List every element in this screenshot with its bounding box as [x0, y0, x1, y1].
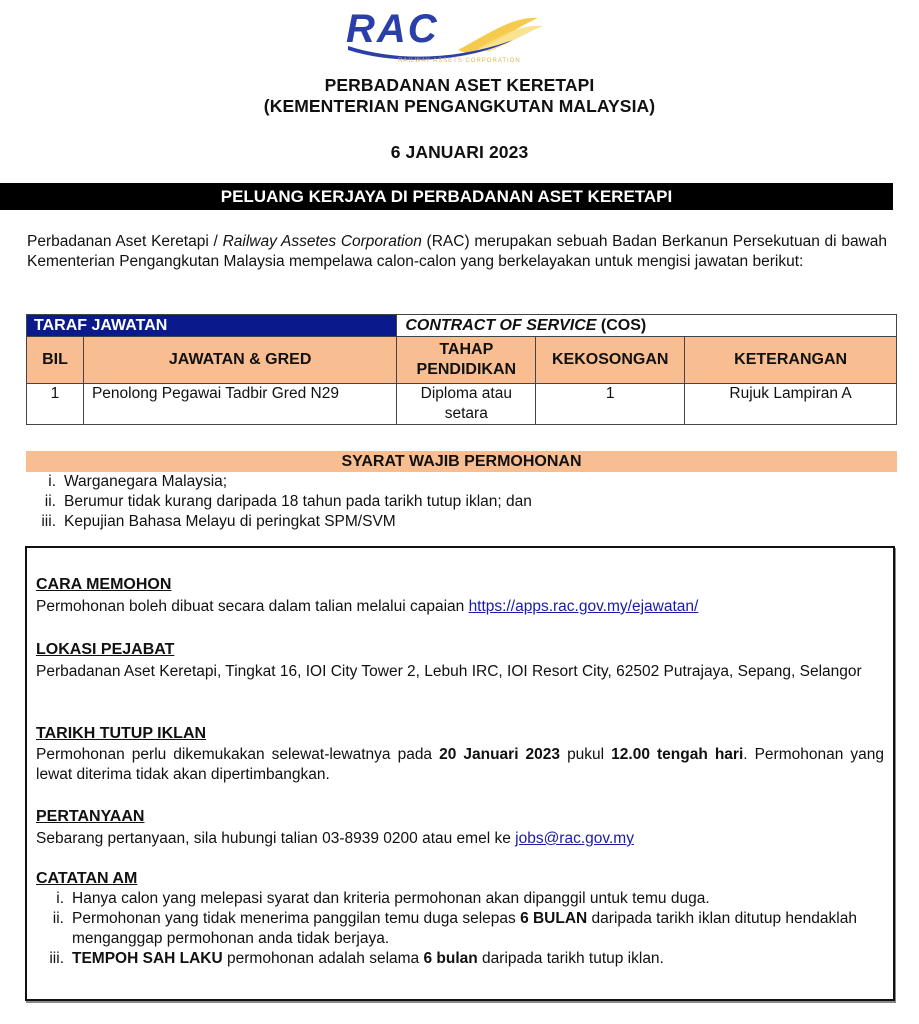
- syarat-list: [30, 472, 532, 532]
- career-banner: PELUANG KERJAYA DI PERBADANAN ASET KERETAPI: [0, 183, 893, 210]
- cara-memohon-heading: CARA MEMOHON: [36, 576, 172, 593]
- closing-time: 12.00 tengah hari: [611, 746, 744, 763]
- intro-text-1: Perbadanan Aset Keretapi /: [27, 233, 223, 250]
- list-number: i.: [48, 473, 56, 490]
- logo-swoosh-gold: [458, 18, 538, 54]
- col-header-jawatan: JAWATAN & GRED: [83, 337, 396, 384]
- list-number: ii.: [44, 493, 56, 510]
- list-number: ii.: [52, 910, 64, 927]
- list-item: [30, 472, 532, 492]
- taraf-value-italic: CONTRACT OF SERVICE: [405, 316, 597, 334]
- list-text: [72, 949, 664, 969]
- list-number: iii.: [49, 950, 64, 967]
- item3-bold-1: TEMPOH SAH LAKU: [72, 950, 223, 967]
- list-number: i.: [56, 890, 64, 907]
- org-name: PERBADANAN ASET KERETAPI: [324, 75, 595, 95]
- pertanyaan-text: [36, 829, 884, 849]
- list-text: [72, 909, 888, 949]
- tarikh-heading: TARIKH TUTUP IKLAN: [36, 725, 207, 742]
- item2-text-b: daripada tarikh iklan ditutup hendaklah menganggap permohonan anda tidak berjaya.: [72, 910, 857, 947]
- catatan-heading: CATATAN AM: [36, 870, 138, 887]
- table-header-row: [27, 337, 897, 384]
- intro-paragraph: [27, 232, 887, 272]
- list-item: [30, 512, 532, 532]
- logo-text: RAC: [346, 7, 439, 51]
- intro-text-2: (RAC) merupakan sebuah Badan Berkanun Persekutuan di bawah Kementerian Pengangkutan Malaysia mempelawa calon-calon yang berkelayakan untuk mengisi jawatan berikut:: [27, 233, 887, 270]
- cara-text: Permohonan boleh dibuat secara dalam talian melalui capaian: [36, 598, 469, 615]
- list-item: [36, 889, 888, 909]
- list-item: [36, 909, 888, 949]
- cell-kekosongan: 1: [536, 384, 685, 425]
- pertanyaan-heading: PERTANYAAN: [36, 808, 145, 825]
- cell-pendidikan: Diploma atau setara: [397, 384, 536, 425]
- list-text: Hanya calon yang melepasi syarat dan kriteria permohonan akan dipanggil untuk temu duga.: [72, 890, 710, 907]
- cell-keterangan: Rujuk Lampiran A: [685, 384, 897, 425]
- item2-bold: 6 BULAN: [520, 910, 588, 927]
- announcement-date: 6 JANUARI 2023: [390, 142, 529, 162]
- col-header-bil: BIL: [27, 337, 84, 384]
- syarat-heading: SYARAT WAJIB PERMOHONAN: [26, 451, 897, 472]
- col-header-pendidikan: TAHAP PENDIDIKAN: [397, 337, 536, 384]
- item2-text-a: Permohonan yang tidak menerima panggilan temu duga selepas: [72, 910, 521, 927]
- cara-memohon-text: [36, 597, 884, 617]
- col-header-keterangan: KETERANGAN: [685, 337, 897, 384]
- taraf-label: TARAF JAWATAN: [27, 315, 397, 337]
- list-text: Warganegara Malaysia;: [64, 473, 228, 490]
- taraf-value-suffix: (COS): [596, 316, 647, 334]
- cell-jawatan: Penolong Pegawai Tadbir Gred N29: [83, 384, 396, 425]
- list-number: iii.: [41, 513, 56, 530]
- application-link[interactable]: https://apps.rac.gov.my/ejawatan/: [468, 598, 699, 615]
- lokasi-heading: LOKASI PEJABAT: [36, 641, 175, 658]
- catatan-list: [36, 889, 888, 969]
- tarikh-text-3: . Permohonan yang lewat diterima tidak akan dipertimbangkan.: [36, 746, 884, 783]
- item3-bold-2: 6 bulan: [423, 950, 478, 967]
- list-text: Kepujian Bahasa Melayu di peringkat SPM/SVM: [64, 513, 396, 530]
- job-table: [26, 314, 897, 425]
- list-item: [30, 492, 532, 512]
- col-header-kekosongan: KEKOSONGAN: [536, 337, 685, 384]
- taraf-row: [27, 315, 897, 337]
- rac-logo: [338, 4, 548, 64]
- tarikh-text-2: pukul: [560, 746, 612, 763]
- list-item: [36, 949, 888, 969]
- table-row: [27, 384, 897, 425]
- pertanyaan-text-span: Sebarang pertanyaan, sila hubungi talian 03-8939 0200 atau emel ke: [36, 830, 516, 847]
- info-box: [25, 546, 895, 1001]
- list-text: Berumur tidak kurang daripada 18 tahun pada tarikh tutup iklan; dan: [64, 493, 532, 510]
- closing-date: 20 Januari 2023: [439, 746, 561, 763]
- item3-text-b: daripada tarikh tutup iklan.: [477, 950, 664, 967]
- cell-bil: 1: [27, 384, 84, 425]
- lokasi-text: Perbadanan Aset Keretapi, Tingkat 16, IOI City Tower 2, Lebuh IRC, IOI Resort City, 62502 Putrajaya, Sepang, Selangor: [36, 663, 862, 680]
- tarikh-text: [36, 745, 884, 785]
- logo-tagline: RAILWAY ASSETS CORPORATION: [398, 58, 521, 64]
- email-link[interactable]: jobs@rac.gov.my: [515, 830, 634, 847]
- taraf-value: [397, 315, 897, 337]
- item3-text-a: permohonan adalah selama: [222, 950, 424, 967]
- tarikh-text-1: Permohonan perlu dikemukakan selewat-lewatnya pada: [36, 746, 440, 763]
- ministry-name: (KEMENTERIAN PENGANGKUTAN MALAYSIA): [263, 96, 656, 116]
- intro-italic: Railway Assetes Corporation: [222, 233, 422, 250]
